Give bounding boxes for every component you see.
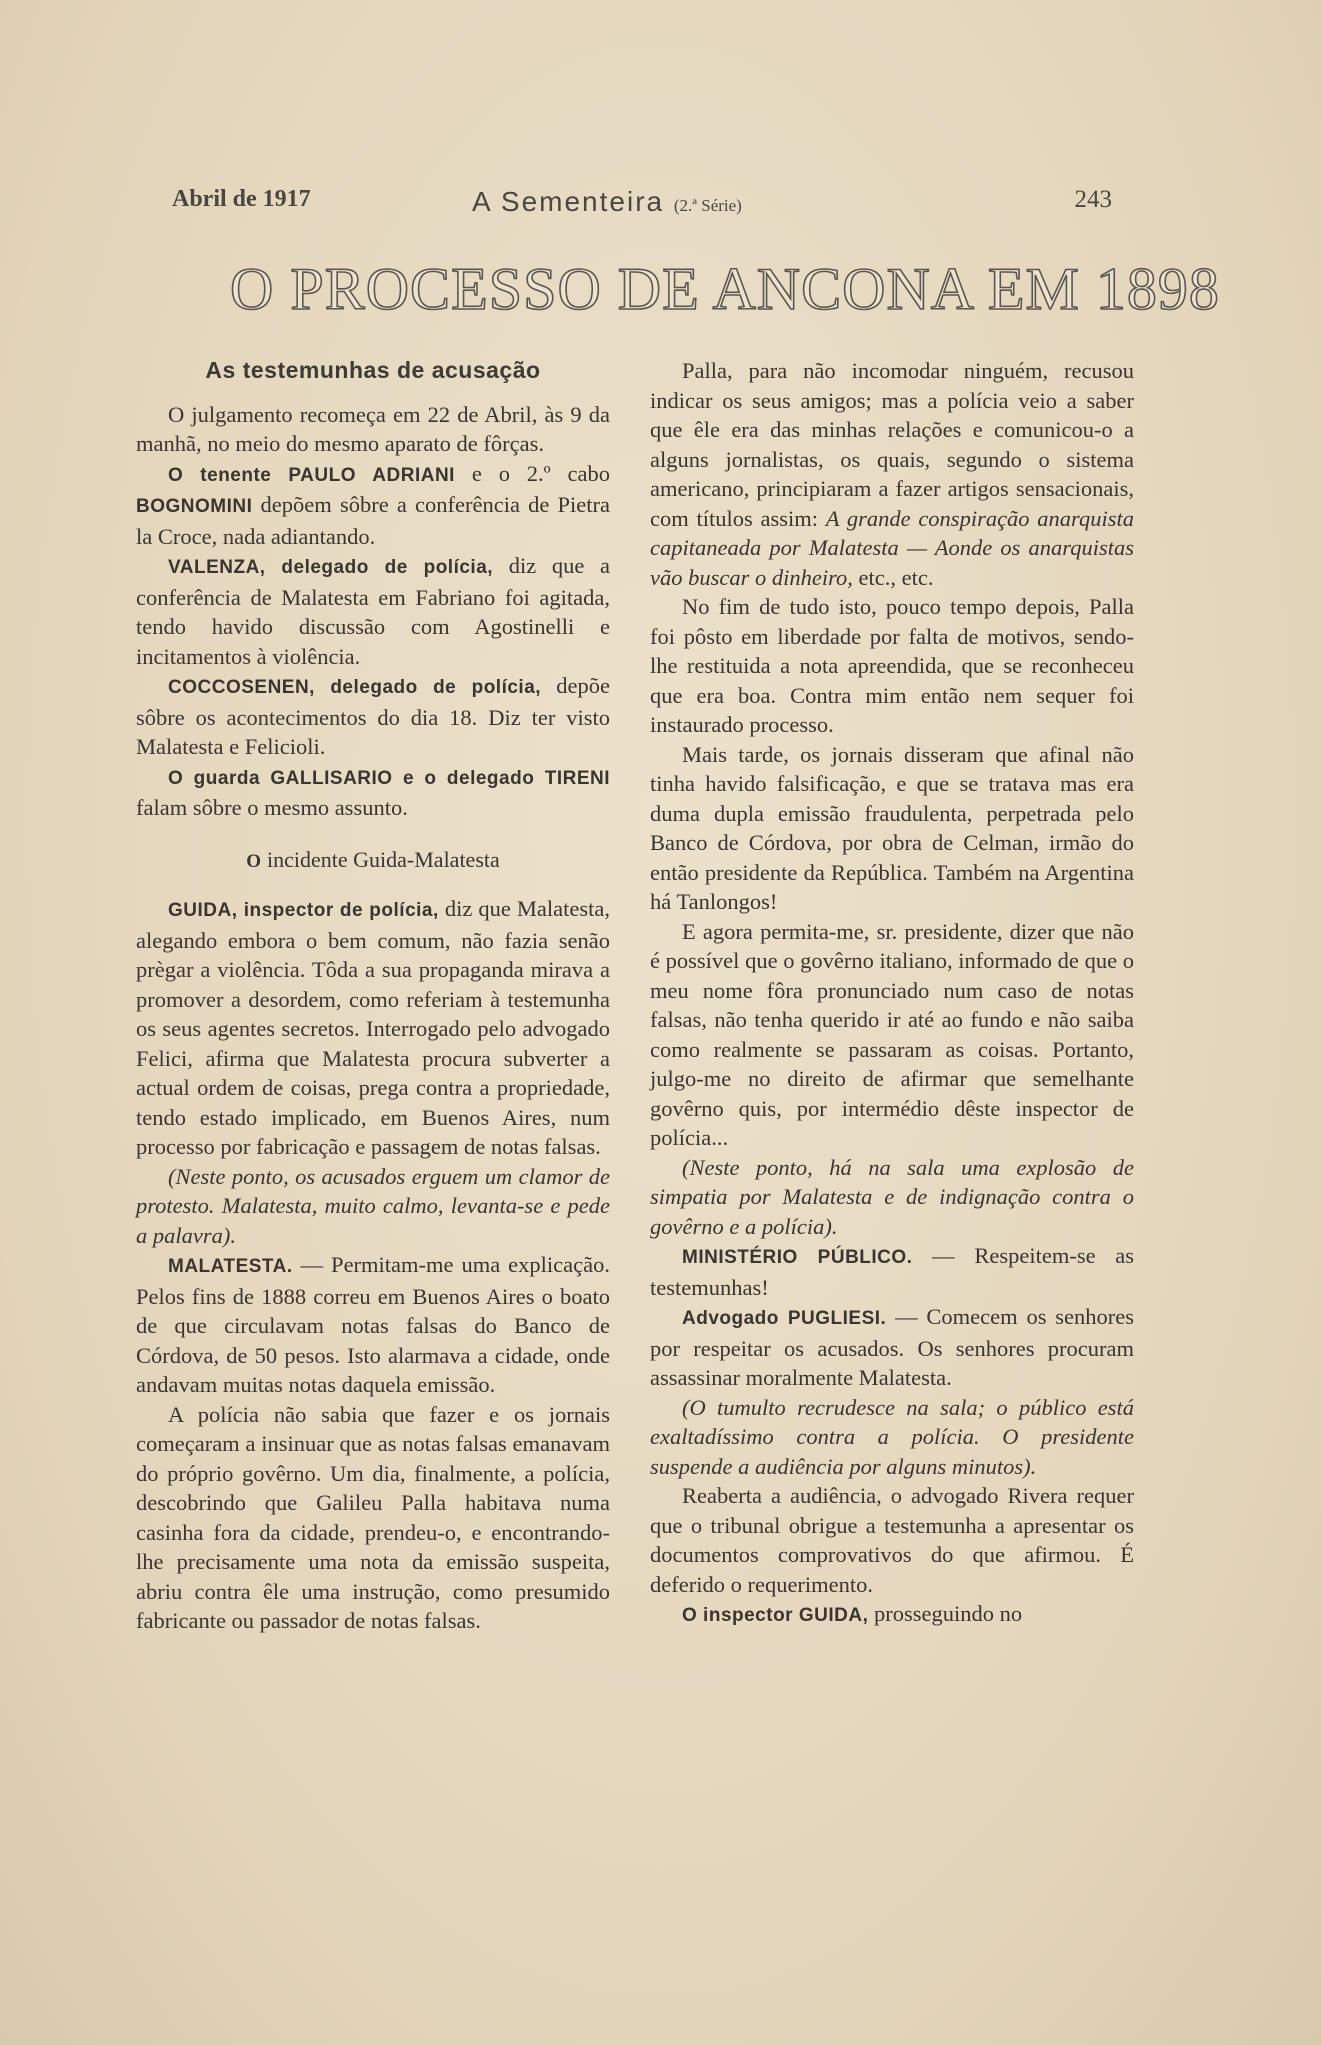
paragraph: Mais tarde, os jornais disseram que afinal não tinha havido falsificação, e que se tratava mas era duma dupla emissão fraudulenta, perpetrada pelo Banco de Córdova, por obra de Celman, irmão do então presidente da República. Também na Argentina há Tanlongos!: [650, 741, 1134, 914]
stage-direction: (Neste ponto, os acusados erguem um clamor de protesto. Malatesta, muito calmo, levanta-se e pede a palavra).: [136, 1163, 610, 1248]
paragraph: [650, 1302, 1134, 1393]
journal-name: [472, 186, 742, 218]
speaker-name: O guarda GALLISARIO e o delegado TIRENI: [168, 767, 610, 789]
paragraph-text: diz que a conferência de Malatesta em Fabriano foi agitada, tendo havido discussão com Agostinelli e incitamentos à violência.: [136, 553, 610, 669]
paragraph-text: Palla, para não incomodar ninguém, recusou indicar os seus amigos; mas a polícia veio a saber que êle era das minhas relações e comunicou-o a alguns jornalistas, os quais, segundo o sistema americano, principiaram a fazer artigos sensacionais, com títulos assim:: [650, 358, 1134, 531]
article-title: O PROCESSO DE ANCONA EM 1898: [230, 256, 1220, 322]
speaker-name: MALATESTA.: [168, 1256, 293, 1277]
speaker-name: GUIDA, inspector de polícia,: [168, 900, 439, 921]
speaker-name: O inspector GUIDA,: [682, 1605, 869, 1626]
paragraph-text: falam sôbre o mesmo assunto.: [136, 795, 408, 820]
paragraph-text: etc., etc.: [852, 564, 934, 590]
speaker-name: O tenente PAULO ADRIANI: [168, 464, 455, 486]
paragraph-text: — Permitam-me uma explicação. Pelos fins de 1888 correu em Buenos Aires o boato de que circulavam notas falsas do Banco de Córdova, de 50 pesos. Isto alarmava a cidade, onde andavam muitas notas daquela emissão.: [136, 1252, 610, 1397]
heading-text: incidente Guida-Malatesta: [261, 846, 500, 872]
paragraph: [136, 762, 610, 823]
left-column: [136, 356, 610, 1636]
paragraph: [136, 671, 610, 762]
section-heading-incident: [136, 845, 610, 877]
paragraph: E agora permita-me, sr. presidente, dizer que não é possível que o govêrno italiano, informado de que o meu nome fôra pronunciado num caso de notas falsas, não tenha querido ir até ao fundo e não saiba como realmente se passaram as coisas. Portanto, julgo-me no direito de afirmar que semelhante govêrno quis, por intermédio dêste inspector de polícia...: [650, 918, 1134, 1150]
issue-date: Abril de 1917: [172, 186, 311, 212]
heading-initial: O: [246, 850, 262, 872]
paragraph: No fim de tudo isto, pouco tempo depois, Palla foi pôsto em liberdade por falta de motivos, sendo-lhe restituida a nota apreendida, que se reconheceu que era boa. Contra mim então nem sequer foi instaurado processo.: [650, 594, 1134, 737]
speaker-name: BOGNOMINI: [136, 496, 253, 517]
journal-serie: (2.ª Série): [673, 196, 742, 215]
paragraph-text: depõe sôbre os acontecimentos do dia 18. Diz ter visto Malatesta e Felicioli.: [136, 673, 610, 759]
paragraph: Reaberta a audiência, o advogado Rivera requer que o tribunal obrigue a testemunha a apresentar os documentos comprovativos do que afirmou. É deferido o requerimento.: [650, 1483, 1134, 1597]
speaker-name: MINISTÉRIO PÚBLICO.: [682, 1247, 913, 1268]
paragraph: [136, 894, 610, 1162]
speaker-name: Advogado PUGLIESI.: [682, 1308, 887, 1329]
paragraph: [136, 551, 610, 671]
journal-title: A Sementeira: [472, 186, 665, 217]
paragraph: [650, 1241, 1134, 1302]
paragraph: [650, 356, 1134, 592]
speaker-name: VALENZA, delegado de polícia,: [168, 557, 494, 578]
paragraph: A polícia não sabia que fazer e os jornais começaram a insinuar que as notas falsas emanavam do próprio govêrno. Um dia, finalmente, a polícia, descobrindo que Galileu Palla habitava numa casinha fora da cidade, prendeu-o, e encontrando-lhe precisamente uma nota da emissão suspeita, abriu contra êle uma instrução, como presumido fabricante ou passador de notas falsas.: [136, 1401, 610, 1633]
paragraph-text: — Respeitem-se as testemunhas!: [650, 1243, 1134, 1300]
paragraph: [136, 1250, 610, 1400]
paragraph: O julgamento recomeça em 22 de Abril, às 9 da manhã, no meio do mesmo aparato de fôrças.: [136, 401, 610, 456]
speaker-name: COCCOSENEN, delegado de polícia,: [168, 677, 542, 698]
right-column: [650, 356, 1134, 1631]
page-number: 243: [1074, 186, 1112, 213]
paragraph-text: depõem sôbre a conferência de Pietra la Croce, nada adiantando.: [136, 492, 610, 549]
quoted-headline: A grande conspiração anarquista capitaneada por Malatesta — Aonde os anarquistas vão buscar o dinheiro,: [650, 505, 1134, 590]
paragraph-text: — Comecem os senhores por respeitar os acusados. Os senhores procuram assassinar moralmente Malatesta.: [650, 1304, 1134, 1390]
section-heading-witnesses: As testemunhas de acusação: [205, 357, 541, 383]
paragraph: [136, 459, 610, 552]
paragraph: [650, 1599, 1134, 1631]
stage-direction: (O tumulto recrudesce na sala; o público está exaltadíssimo contra a polícia. O presidente suspende a audiência por alguns minutos).: [650, 1394, 1134, 1479]
paragraph-text: e o 2.º cabo: [454, 460, 611, 486]
paragraph-text: prosseguindo no: [868, 1601, 1023, 1626]
paragraph-text: diz que Malatesta, alegando embora o bem comum, não fazia senão prègar a violência. Tôda a sua propaganda mirava a promover a desordem, como referiam à testemunha os seus agentes secretos. Interrogado pelo advogado Felici, afirma que Malatesta procura subverter a actual ordem de coisas, prega contra a propriedade, tendo estado implicado, em Buenos Aires, num processo por fabricação e passagem de notas falsas.: [136, 896, 610, 1159]
page-header: [172, 186, 1112, 226]
stage-direction: (Neste ponto, há na sala uma explosão de simpatia por Malatesta e de indignação contra o govêrno e a polícia).: [650, 1154, 1134, 1239]
